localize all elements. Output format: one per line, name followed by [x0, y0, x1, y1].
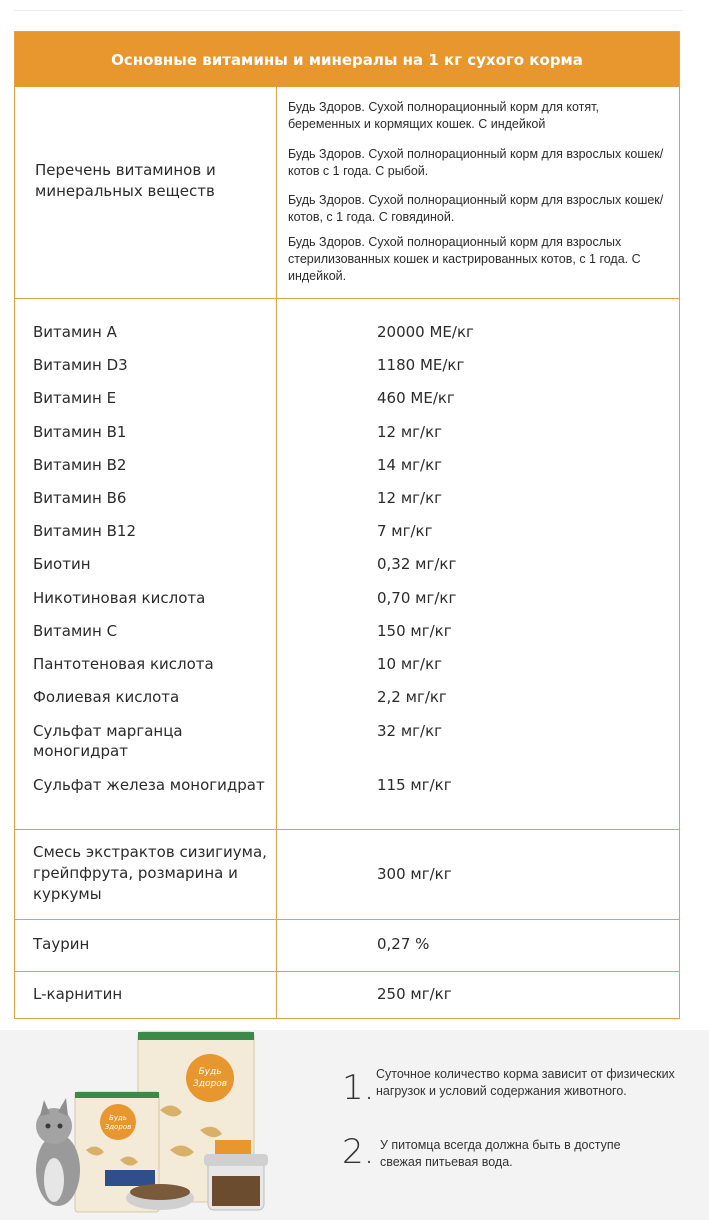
row-value: 460 МЕ/кг	[377, 389, 455, 407]
svg-text:Будь: Будь	[109, 1114, 127, 1122]
extract-name: Смесь экстрактов сизигиума, грейпфрута, розмарина и куркумы	[33, 843, 267, 903]
row-value: 0,32 мг/кг	[377, 555, 457, 573]
note-1-number: 1.	[342, 1068, 375, 1108]
row-value: 12 мг/кг	[377, 423, 443, 441]
carnitine-value: 250 мг/кг	[377, 985, 452, 1003]
row-name: Витамин В1	[33, 423, 127, 441]
svg-text:Здоров: Здоров	[192, 1079, 228, 1089]
row-name: Никотиновая кислота	[33, 589, 206, 607]
row-value: 115 мг/кг	[377, 776, 452, 794]
extract-value: 300 мг/кг	[377, 865, 452, 883]
row-value: 7 мг/кг	[377, 522, 433, 540]
row-name: Витамин В2	[33, 456, 127, 474]
row-name: Биотин	[33, 555, 91, 573]
note-2-number: 2.	[342, 1132, 375, 1172]
row-name: Витамин В6	[33, 489, 127, 507]
row-value: 12 мг/кг	[377, 489, 443, 507]
product-3: Будь Здоров. Сухой полнорационный корм для взрослых кошек/котов, с 1 года. С говядиной.	[288, 193, 664, 224]
taurine-value: 0,27 %	[377, 935, 430, 953]
row-name: Витамин С	[33, 622, 118, 640]
row-name: Фолиевая кислота	[33, 688, 180, 706]
note-1-text: Суточное количество корма зависит от физических нагрузок и условий содержания животного.	[376, 1067, 675, 1098]
table-title: Основные витамины и минералы на 1 кг сухого корма	[15, 32, 679, 87]
carnitine-name: L-карнитин	[33, 985, 123, 1003]
row-value: 0,70 мг/кг	[377, 589, 457, 607]
product-4: Будь Здоров. Сухой полнорационный корм для взрослых стерилизованных кошек и кастрированных котов, с 1 года. С индейкой.	[288, 235, 641, 283]
row-value: 32 мг/кг	[377, 722, 443, 740]
row-value: 150 мг/кг	[377, 622, 452, 640]
svg-text:Будь: Будь	[198, 1067, 222, 1077]
row-name: Витамин В12	[33, 522, 136, 540]
row-value: 20000 МЕ/кг	[377, 323, 474, 341]
row-value: 1180 МЕ/кг	[377, 356, 465, 374]
row-value: 10 мг/кг	[377, 655, 443, 673]
row-name: Витамин Е	[33, 389, 117, 407]
product-1: Будь Здоров. Сухой полнорационный корм для котят, беременных и кормящих кошек. С индейкой	[288, 100, 599, 131]
row-name: Сульфат марганца моногидрат	[33, 722, 183, 760]
row-value: 14 мг/кг	[377, 456, 443, 474]
row-divider	[15, 971, 679, 972]
product-2: Будь Здоров. Сухой полнорационный корм для взрослых кошек/котов с 1 года. С рыбой.	[288, 147, 664, 178]
taurine-name: Таурин	[33, 935, 90, 953]
row-divider	[15, 298, 679, 299]
note-2-text: У питомца всегда должна быть в доступе свежая питьевая вода.	[380, 1138, 621, 1169]
row-name: Пантотеновая кислота	[33, 655, 214, 673]
row-name: Витамин D3	[33, 356, 128, 374]
nutrition-table	[14, 31, 680, 1019]
intro-label: Перечень витаминов и минеральных веществ	[35, 161, 216, 200]
svg-text:Здоров: Здоров	[104, 1123, 132, 1131]
row-divider	[15, 919, 679, 920]
row-name: Витамин А	[33, 323, 117, 341]
row-value: 2,2 мг/кг	[377, 688, 447, 706]
top-divider	[14, 10, 683, 11]
product-packages-image	[20, 1030, 290, 1220]
row-divider	[15, 829, 679, 830]
column-divider	[276, 87, 277, 1018]
row-name: Сульфат железа моногидрат	[33, 776, 265, 794]
